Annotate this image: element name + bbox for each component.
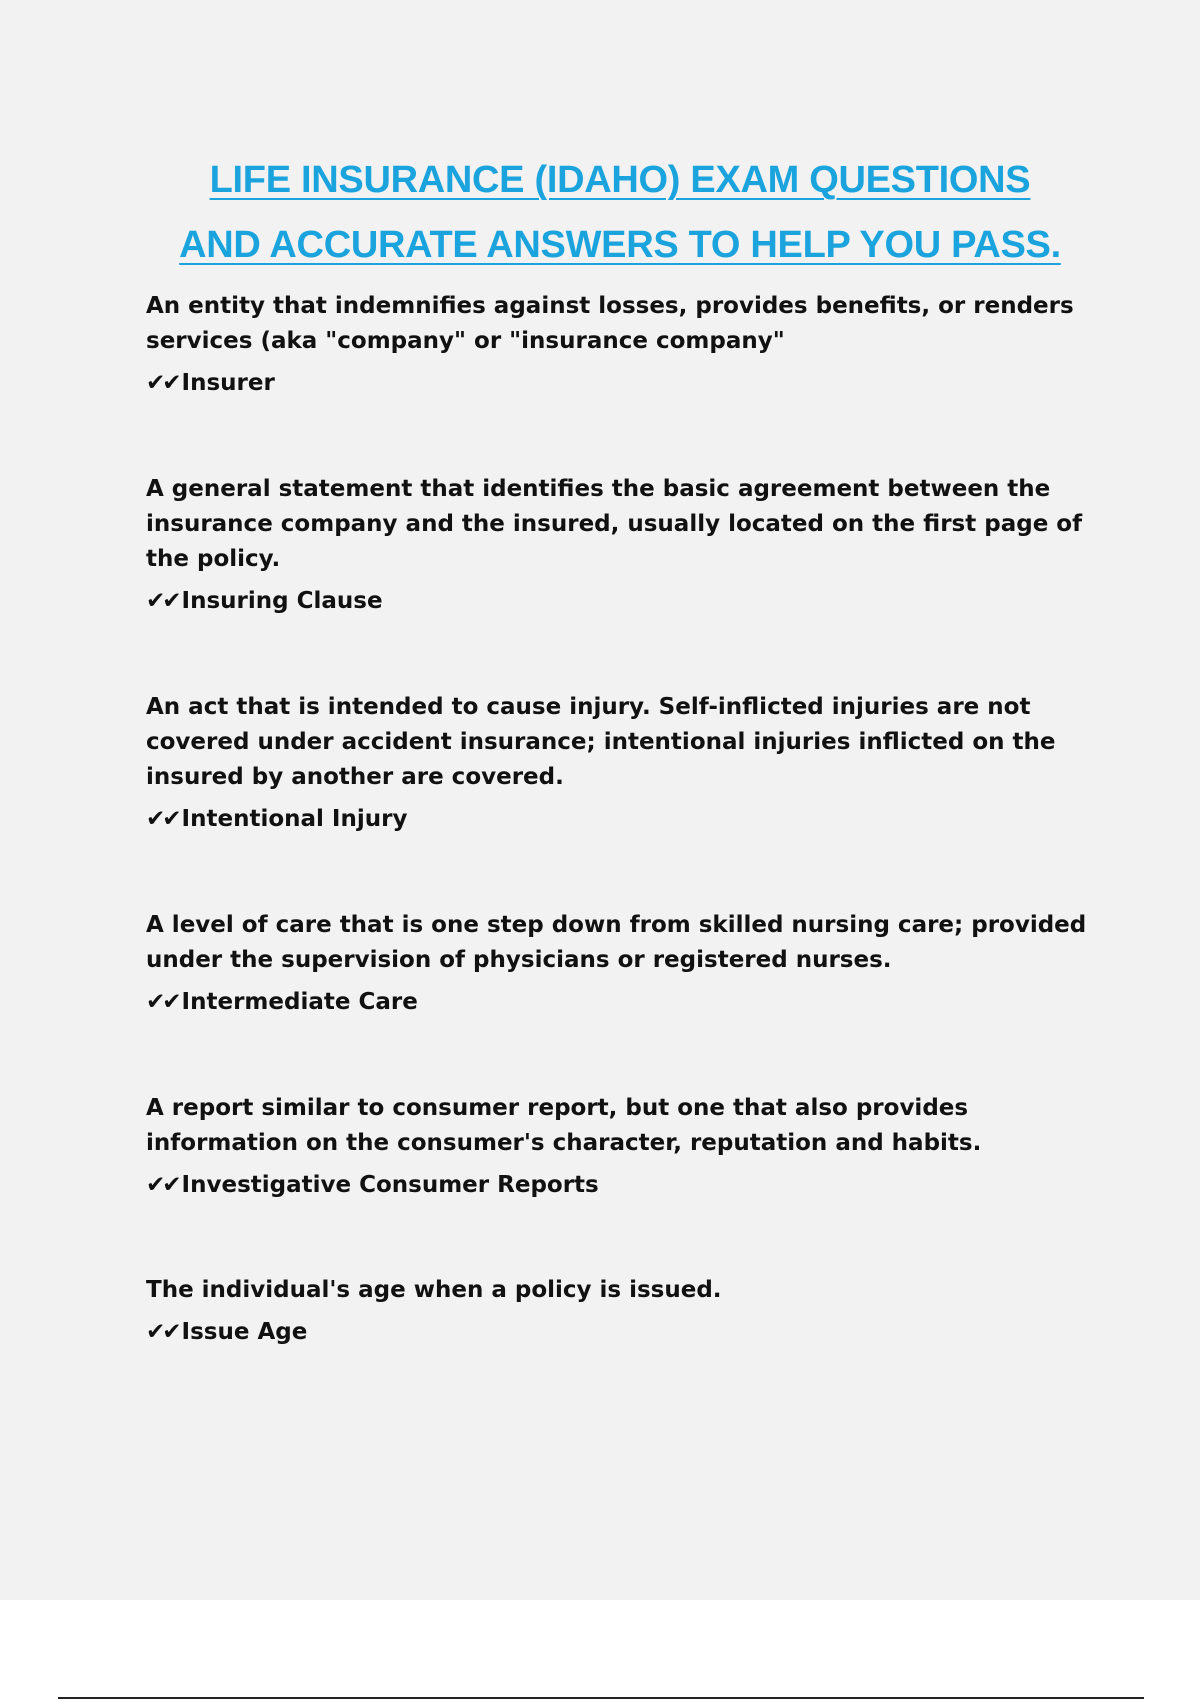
qa-item-3 [146, 690, 1096, 837]
qa-item-1 [146, 289, 1096, 401]
question-text: The individual's age when a policy is issued. [146, 1277, 722, 1303]
answer-text: Insuring Clause [181, 588, 383, 614]
question-text: An act that is intended to cause injury. Self-inflicted injuries are not covered under accident insurance; intentional injuries inflicted on the insured by another are covered. [146, 694, 1056, 790]
answer-text: Intentional Injury [181, 806, 408, 832]
double-check-icon: ✔✔ [146, 1319, 179, 1345]
qa-item-4 [146, 908, 1096, 1020]
title-line-1: LIFE INSURANCE (IDAHO) EXAM QUESTIONS [209, 159, 1031, 201]
qa-item-2 [146, 472, 1096, 619]
answer-text: Investigative Consumer Reports [181, 1172, 599, 1198]
qa-item-6 [146, 1273, 1096, 1350]
answer-text: Insurer [181, 370, 275, 396]
answer-text: Issue Age [181, 1319, 308, 1345]
answer-line [146, 584, 1096, 619]
page-title [0, 148, 1200, 278]
double-check-icon: ✔✔ [146, 588, 179, 614]
answer-line [146, 366, 1096, 401]
answer-text: Intermediate Care [181, 989, 418, 1015]
answer-line [146, 985, 1096, 1020]
double-check-icon: ✔✔ [146, 370, 179, 396]
answer-line [146, 1168, 1096, 1203]
question-text: An entity that indemnifies against losses, provides benefits, or renders services (aka "company" or "insurance company" [146, 293, 1074, 354]
answer-line [146, 1315, 1096, 1350]
title-line-2: AND ACCURATE ANSWERS TO HELP YOU PASS. [179, 224, 1061, 266]
double-check-icon: ✔✔ [146, 989, 179, 1015]
question-text: A report similar to consumer report, but one that also provides information on the consumer's character, reputation and habits. [146, 1095, 982, 1156]
question-text: A level of care that is one step down from skilled nursing care; provided under the supervision of physicians or registered nurses. [146, 912, 1087, 973]
double-check-icon: ✔✔ [146, 1172, 179, 1198]
double-check-icon: ✔✔ [146, 806, 179, 832]
answer-line [146, 802, 1096, 837]
question-text: A general statement that identifies the basic agreement between the insurance company and the insured, usually located on the first page of the policy. [146, 476, 1083, 572]
qa-item-5 [146, 1091, 1096, 1203]
footer-divider [58, 1697, 1144, 1699]
